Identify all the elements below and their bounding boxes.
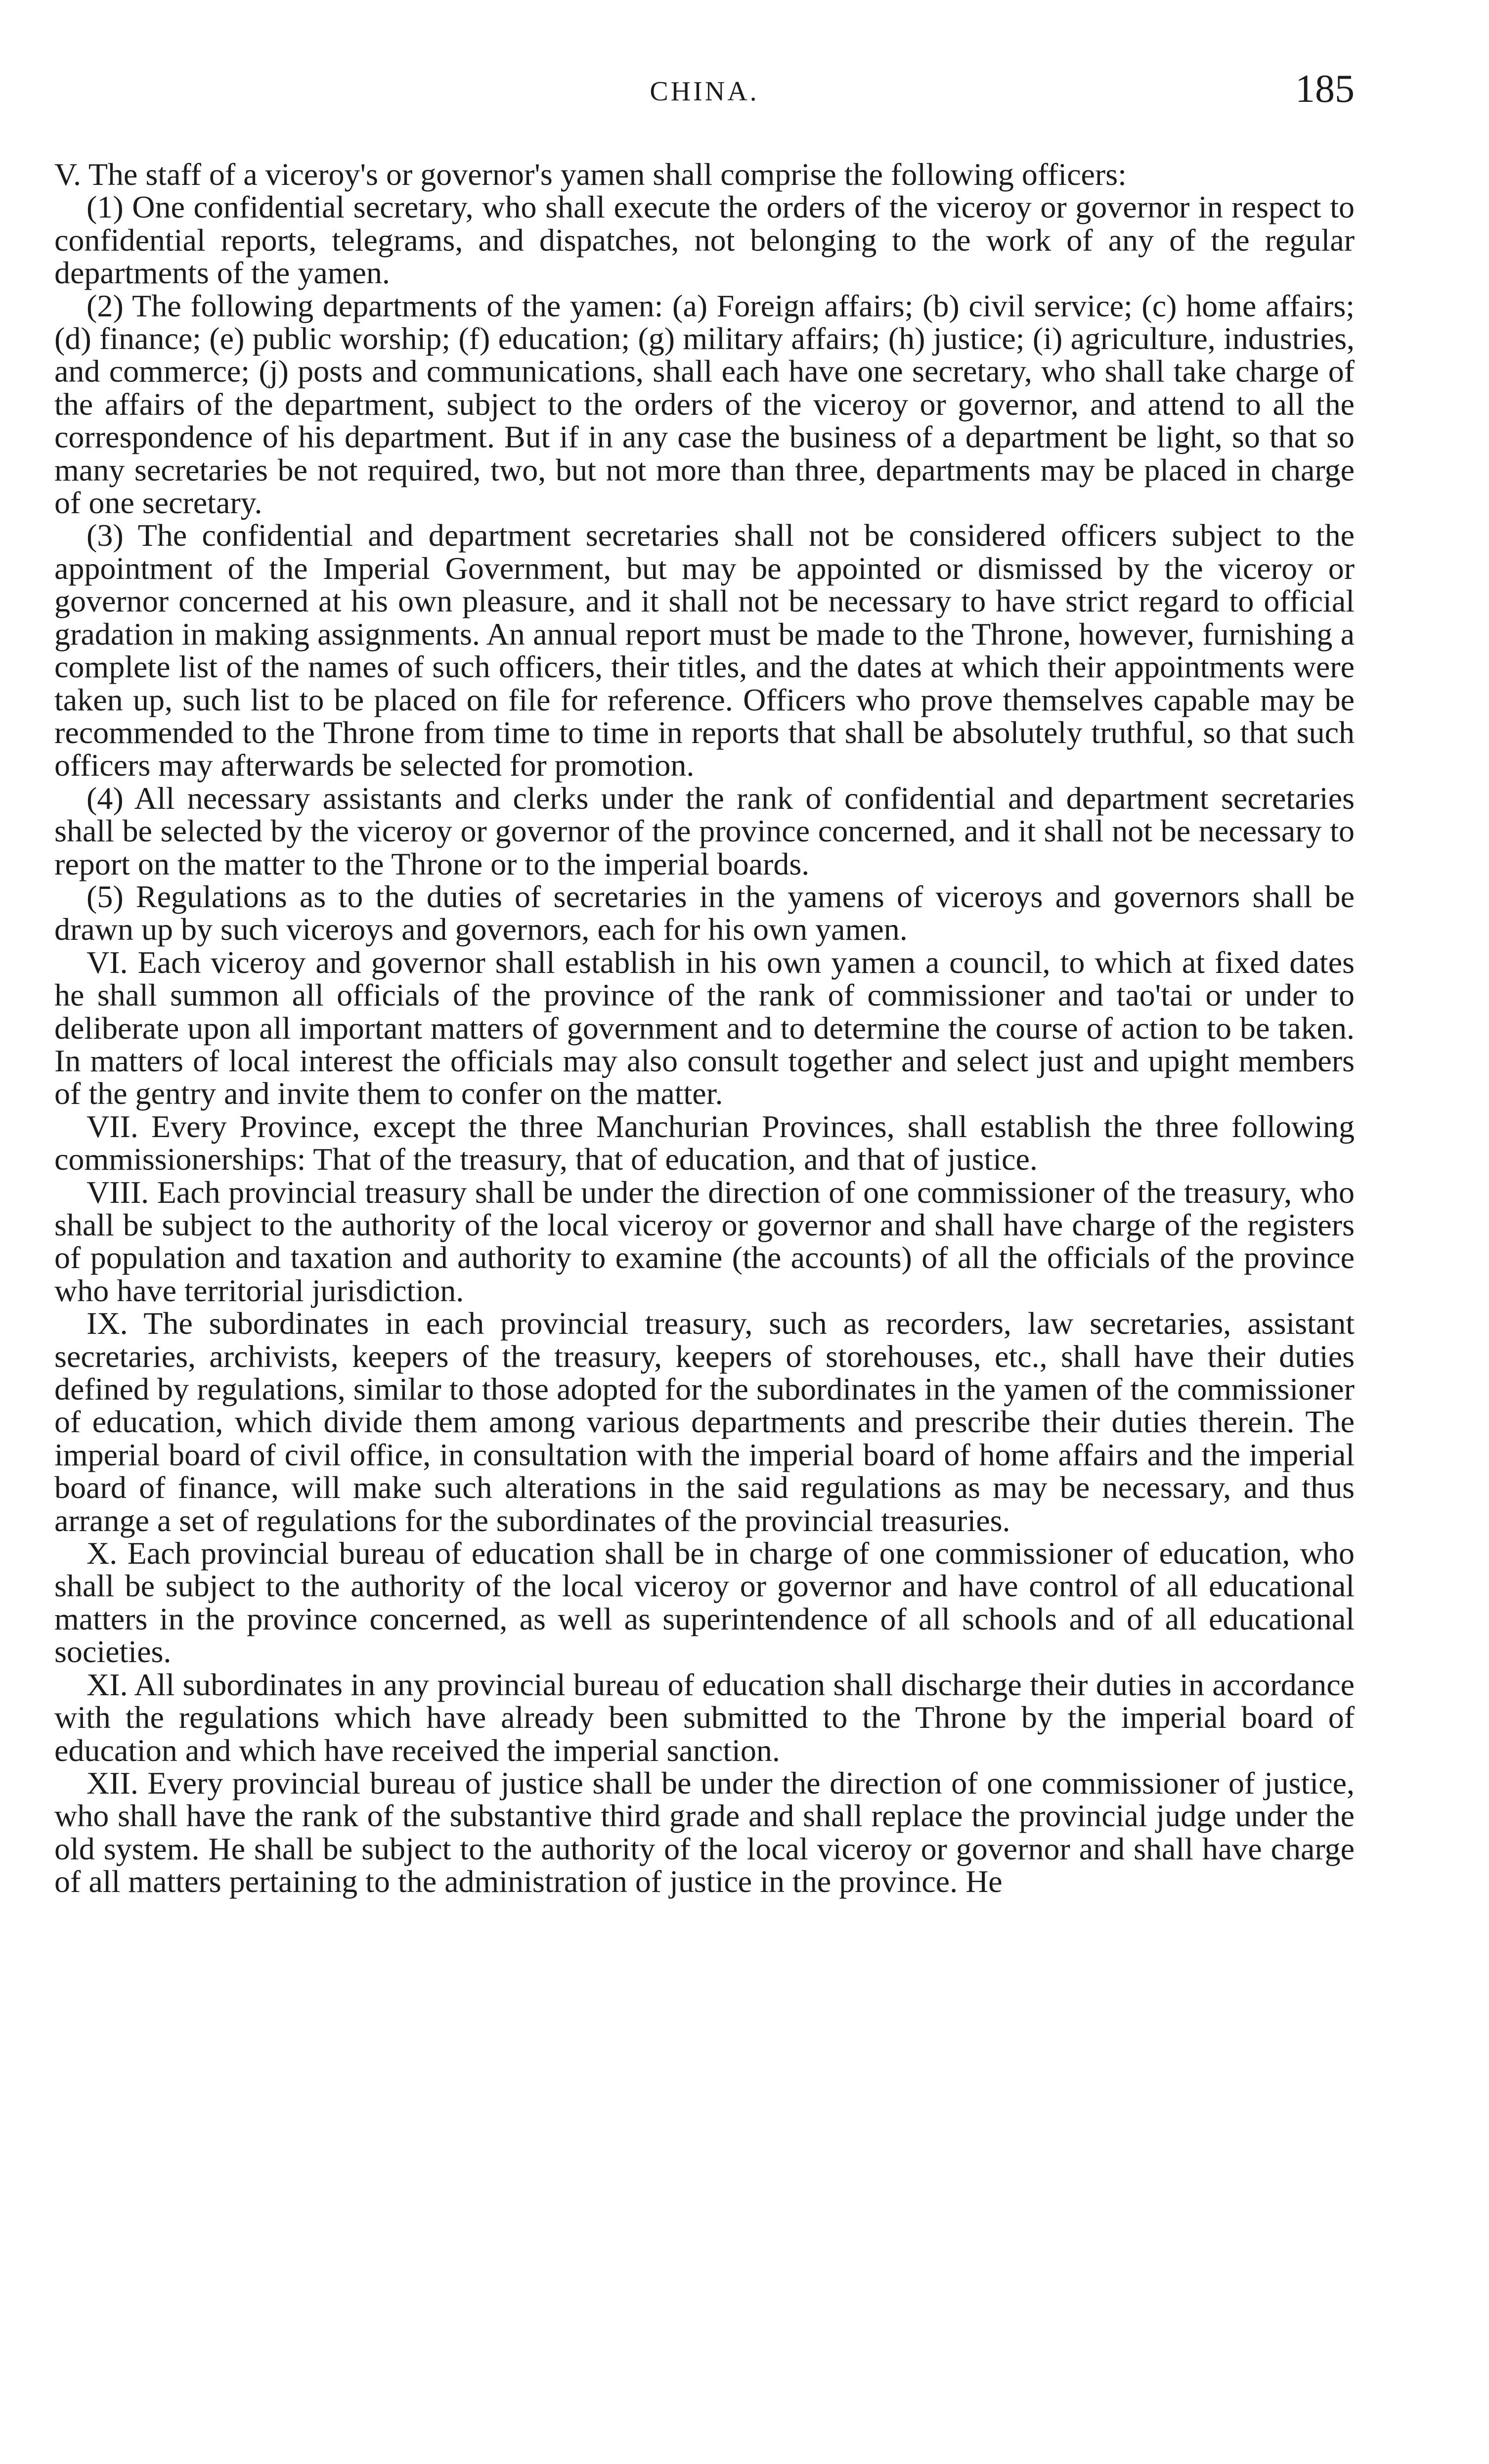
- paragraph-section-xi: XI. All subordinates in any provincial bureau of education shall discharge their duties in accordance with the regulations which have already been submitted to the Throne by the imperial board of education and which have received the imperial sanction.: [54, 1667, 1355, 1768]
- paragraph-item-1: (1) One confidential secretary, who shall execute the orders of the viceroy or governor in respect to confidential reports, telegrams, and dispatches, not belonging to the work of any of the regular departments of the yamen.: [54, 189, 1355, 291]
- paragraph-section-v: V. The staff of a viceroy's or governor's yamen shall comprise the following officers:: [54, 157, 1127, 192]
- paragraph-item-3: (3) The confidential and department secretaries shall not be considered officers subject to the appointment of the Imperial Government, but may be appointed or dismissed by the viceroy or governor concerned at his own pleasure, and it shall not be necessary to have strict regard to official gradation in making assignments. An annual report must be made to the Throne, however, furnishing a complete list of the names of such officers, their titles, and the dates at which their appointments were taken up, such list to be placed on file for reference. Officers who prove themselves capable may be recommended to the Throne from time to time in reports that shall be absolutely truthful, so that such officers may afterwards be selected for promotion.: [54, 518, 1355, 783]
- page-number: 185: [1295, 67, 1355, 111]
- paragraph-section-ix: IX. The subordinates in each provincial treasury, such as recorders, law secretaries, assistant secretaries, archivists, keepers of the treasury, keepers of storehouses, etc., shall have their duties defined by regulations, similar to those adopted for the subordinates in the yamen of the commissioner of education, which divide them among various departments and prescribe their duties therein. The imperial board of civil office, in consultation with the imperial board of home affairs and the imperial board of finance, will make such alterations in the said regulations as may be necessary, and thus arrange a set of regulations for the subordinates of the provincial treasuries.: [54, 1306, 1355, 1538]
- body-text: [54, 158, 1355, 1898]
- paragraph-section-x: X. Each provincial bureau of education shall be in charge of one commissioner of education, who shall be subject to the authority of the local viceroy or governor and have control of all educational matters in the province concerned, as well as superintendence of all schools and of all educational societies.: [54, 1536, 1355, 1670]
- paragraph-section-vii: VII. Every Province, except the three Manchurian Provinces, shall establish the three following commissionerships: That of the treasury, that of education, and that of justice.: [54, 1108, 1355, 1177]
- paragraph-section-viii: VIII. Each provincial treasury shall be under the direction of one commissioner of the treasury, who shall be subject to the authority of the local viceroy or governor and shall have charge of the registers of population and taxation and authority to examine (the accounts) of all the officials of the province who have territorial jurisdiction.: [54, 1174, 1355, 1308]
- paragraph-section-xii: XII. Every provincial bureau of justice shall be under the direction of one commissioner of justice, who shall have the rank of the substantive third grade and shall replace the provincial judge under the old system. He shall be subject to the authority of the local viceroy or governor and shall have charge of all matters pertaining to the administration of justice in the province. He: [54, 1765, 1355, 1899]
- paragraph-item-5: (5) Regulations as to the duties of secretaries in the yamens of viceroys and governors shall be drawn up by such viceroys and governors, each for his own yamen.: [54, 879, 1355, 947]
- paragraph-item-2: (2) The following departments of the yamen: (a) Foreign affairs; (b) civil service; (c) home affairs; (d) finance; (e) public worship; (f) education; (g) military affairs; (h) justice; (i) agriculture, industries, and commerce; (j) posts and communications, shall each have one secretary, who shall take charge of the affairs of the department, subject to the orders of the viceroy or governor, and attend to all the correspondence of his department. But if in any case the business of a department be light, so that so many secretaries be not required, two, but not more than three, departments may be placed in charge of one secretary.: [54, 288, 1355, 521]
- page-header: [54, 67, 1355, 116]
- paragraph-section-vi: VI. Each viceroy and governor shall establish in his own yamen a council, to which at fixed dates he shall summon all officials of the province of the rank of commissioner and tao'tai or under to deliberate upon all important matters of government and to determine the course of action to be taken. In matters of local interest the officials may also consult together and select just and upight members of the gentry and invite them to confer on the matter.: [54, 944, 1355, 1111]
- paragraph-item-4: (4) All necessary assistants and clerks under the rank of confidential and department secretaries shall be selected by the viceroy or governor of the province concerned, and it shall not be necessary to report on the matter to the Throne or to the imperial boards.: [54, 780, 1355, 881]
- running-head: CHINA.: [650, 76, 759, 107]
